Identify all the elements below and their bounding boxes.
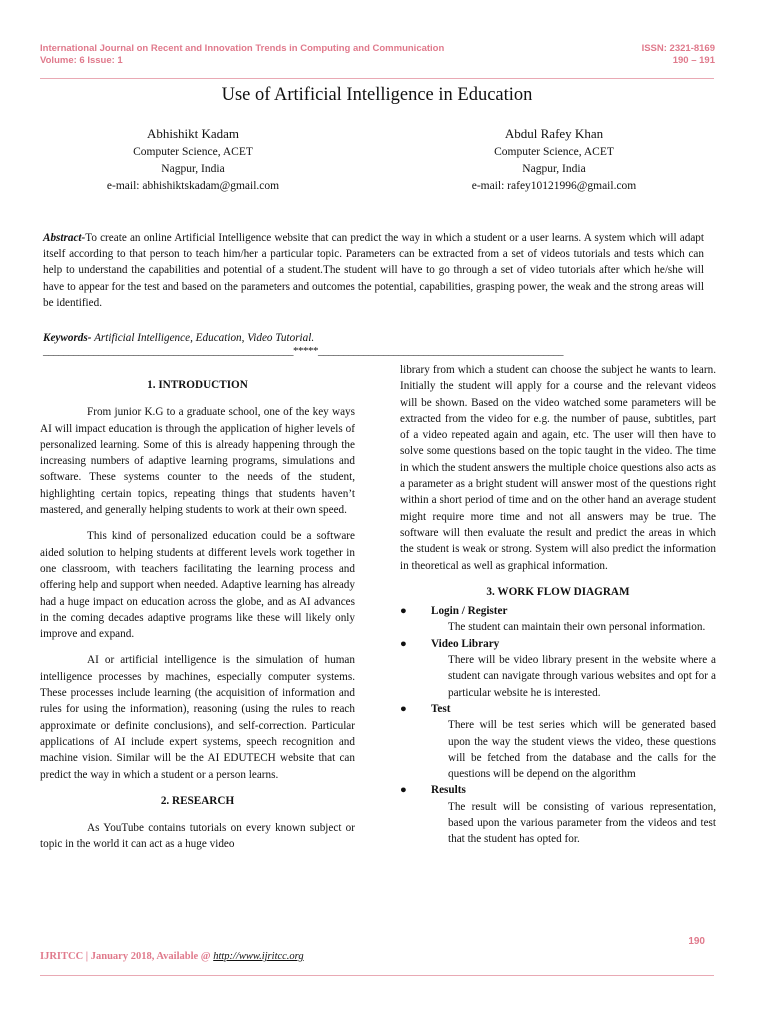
abstract <box>43 230 704 311</box>
journal-name: International Journal on Recent and Innovation Trends in Computing and Communication <box>40 43 445 54</box>
list-item-text: There will be video library present in the website where a student can navigate through various websites and opt for a particular website he is interested. <box>448 654 716 699</box>
bullet-icon: ● <box>400 784 407 797</box>
list-item-label: Login / Register <box>431 605 508 618</box>
footer-text: IJRITCC | January 2018, Available @ <box>40 951 214 962</box>
author-dept: Computer Science, ACET <box>133 146 253 158</box>
left-column <box>40 377 355 863</box>
page-number: 190 <box>688 936 705 947</box>
journal-header <box>40 43 444 67</box>
author-block-1 <box>63 124 323 195</box>
page-range: 190 – 191 <box>672 55 715 66</box>
author-email[interactable]: e-mail: abhishiktskadam@gmail.com <box>106 180 280 192</box>
intro-paragraph-1: From junior K.G to a graduate school, one of the key ways AI will impact education is through the application of higher levels of personalized learning. Some of this is already happening through the increasing numbers of adaptive learning programs, simulations and software. These systems counter to the needs of the student, highlighting certain topics, repeating things that students haven’t mastered, and generally helping students to work at their own speed. <box>40 406 355 517</box>
list-item-test <box>400 701 716 782</box>
author-block-2 <box>424 124 684 195</box>
list-item-results <box>400 782 716 847</box>
list-item-label: Test <box>431 702 451 715</box>
keywords-text: Artificial Intelligence, Education, Video Tutorial. <box>91 332 315 344</box>
section-heading-workflow: 3. WORK FLOW DIAGRAM <box>486 585 630 598</box>
list-item-video-library <box>400 636 716 701</box>
bullet-icon: ● <box>400 702 407 715</box>
author-email[interactable]: e-mail: rafey10121996@gmail.com <box>471 180 637 192</box>
abstract-label: Abstract- <box>43 232 86 244</box>
footer-rule <box>40 975 714 976</box>
list-item-label: Video Library <box>431 637 500 650</box>
section-separator: __________________________________________________*****_________________________________________________ <box>43 345 563 357</box>
list-item-text: The student can maintain their own personal information. <box>448 621 706 634</box>
author-dept: Computer Science, ACET <box>494 146 614 158</box>
list-item-label: Results <box>431 784 466 797</box>
bullet-icon: ● <box>400 605 407 618</box>
list-item-text: The result will be consisting of various representation, based upon the various parameter from the videos and test that the student has opted for. <box>448 800 716 846</box>
right-column <box>400 362 716 848</box>
research-paragraph-continued: library from which a student can choose the subject he wants to learn. Initially the student will apply for a course and the relevant videos will be shown. Based on the video watched some parameters will be extracted from the video for e.g. the number of pause, subtitles, part of a video repeated again and again, etc. The user will then have to solve some questions based on the topic taught in the video. The time in which the student answers the multiple choice questions also acts as a parameter as a bright student will answer most of the questions right within a short period of time and on the other hand an average student might require more time and not all answers may be true. The software will then evaluate the result and predict the areas in which the student is weak or strong. System will also predict the information in theoretical as well as graphical information. <box>400 364 716 572</box>
intro-paragraph-3: AI or artificial intelligence is the simulation of human intelligence processes by machines, especially computer systems. These processes include learning (the acquisition of information and rules for using the information), reasoning (using the rules to reach approximate or definite conclusions), and self-correction. Particular applications of AI include expert systems, speech recognition and machine vision. Similar will be the AI EDUTECH website that can predict the way in which a student or a person learns. <box>40 654 355 781</box>
intro-paragraph-2: This kind of personalized education could be a software aided solution to helping students at different levels work together in one classroom, with teachers facilitating the learning process and offering help and support when needed. Adaptive learning has already had a huge impact on education across the globe, and as AI advances in the coming decades adaptive programs like these will likely only improve and expand. <box>40 530 355 641</box>
author-name: Abhishikt Kadam <box>146 126 240 141</box>
list-item-text: There will be test series which will be generated based upon the way the student views the video, these questions will be fetched from the database and the calls for the questions will be depend on the algorithm <box>448 719 716 781</box>
research-paragraph-1: As YouTube contains tutorials on every known subject or topic in the world it can act as a huge video <box>40 822 355 851</box>
author-name: Abdul Rafey Khan <box>504 126 604 141</box>
issn: ISSN: 2321-8169 <box>641 43 715 54</box>
section-heading-research: 2. RESEARCH <box>160 794 235 807</box>
issn-header <box>642 43 715 67</box>
list-item-login <box>400 603 716 636</box>
abstract-text: To create an online Artificial Intelligence website that can predict the way in which a student or a user learns. A system which will adapt itself according to that person to teach him/her a particular topic. Parameters can be extracted from a set of videos tutorials and tests which can help to understand the capabilities and potential of a student.The student will have to go through a set of video tutorials after which he/she will have to appear for the test and based on the parameters and outcomes the potential, capabilities, grasping power, the weak and the strong areas will be identified. <box>43 232 704 309</box>
author-city: Nagpur, India <box>161 163 225 175</box>
journal-volume: Volume: 6 Issue: 1 <box>40 55 123 66</box>
author-city: Nagpur, India <box>522 163 586 175</box>
footer-link[interactable]: http://www.ijritcc.org <box>213 951 304 962</box>
keywords-label: Keywords- <box>43 332 92 344</box>
bullet-icon: ● <box>400 637 407 650</box>
footer <box>40 950 304 964</box>
paper-title: Use of Artificial Intelligence in Education <box>221 85 533 105</box>
section-heading-introduction: 1. INTRODUCTION <box>147 379 248 391</box>
header-rule <box>40 78 714 79</box>
